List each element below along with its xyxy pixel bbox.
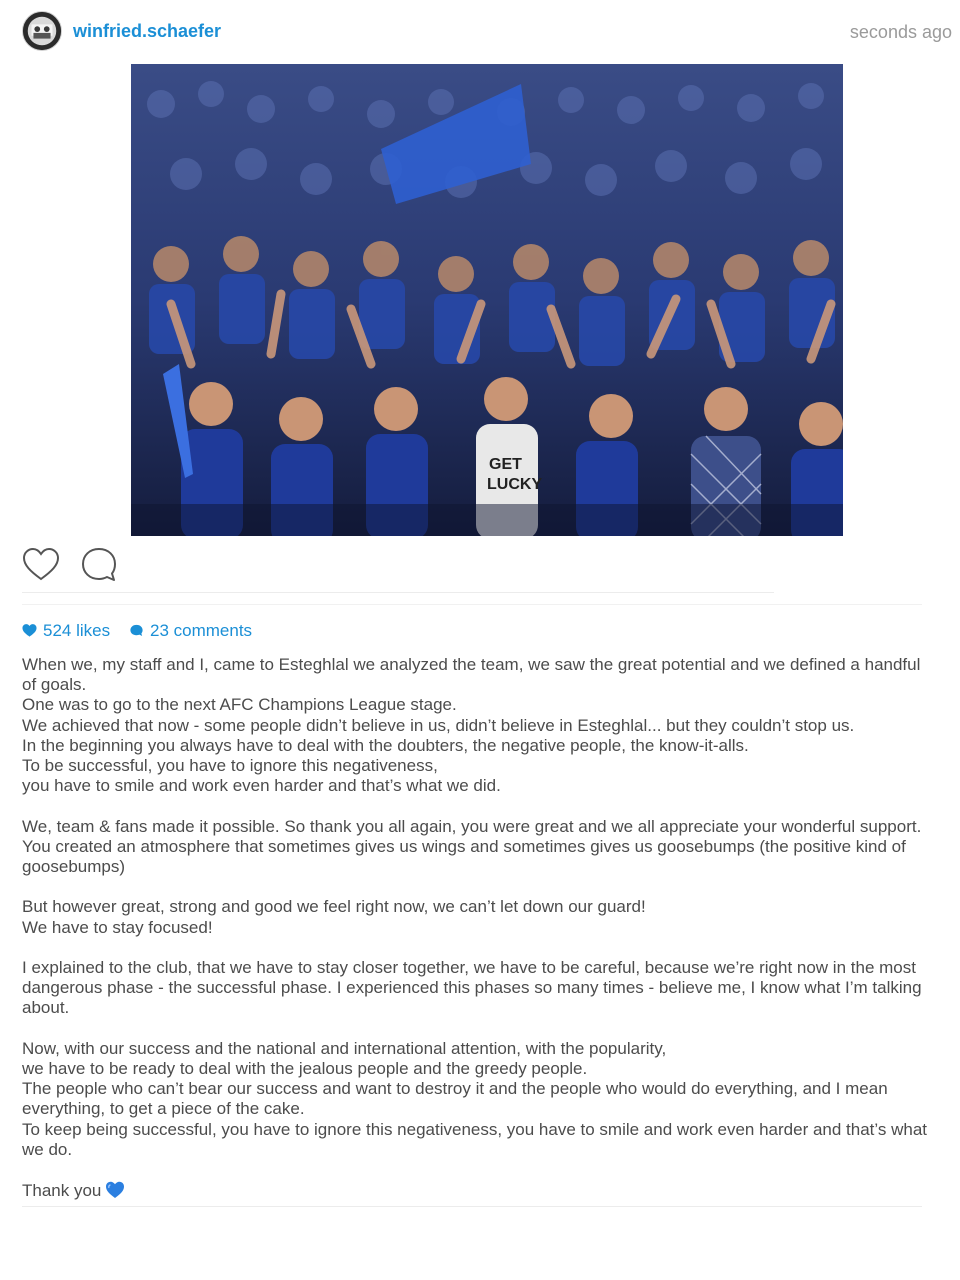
likes-count[interactable] bbox=[22, 620, 110, 642]
crowd-photo bbox=[131, 64, 843, 536]
post-header bbox=[0, 0, 960, 64]
caption-paragraph bbox=[22, 897, 928, 937]
caption-line: To keep being successful, you have to ignore this negativeness, you have to smile and work even harder and that’s what we do. bbox=[22, 1119, 928, 1159]
caption-line: We achieved that now - some people didn’t believe in us, didn’t believe in Esteghlal... but they couldn’t stop us. bbox=[22, 715, 855, 735]
comment-button[interactable] bbox=[80, 546, 118, 584]
divider bbox=[22, 1206, 922, 1207]
caption-line: you have to smile and work even harder and that’s what we did. bbox=[22, 776, 501, 796]
heart-outline-icon bbox=[22, 546, 60, 584]
caption-paragraph bbox=[22, 958, 928, 1019]
post-photo[interactable] bbox=[131, 64, 843, 536]
avatar[interactable] bbox=[22, 11, 62, 51]
avatar-icon bbox=[23, 12, 61, 50]
like-button[interactable] bbox=[22, 546, 60, 584]
username-link[interactable]: winfried.schaefer bbox=[73, 21, 222, 41]
caption-line: But however great, strong and good we feel right now, we can’t let down our guard! bbox=[22, 897, 646, 917]
post-timestamp: seconds ago bbox=[849, 22, 952, 42]
caption-line: we have to be ready to deal with the jealous people and the greedy people. bbox=[22, 1059, 588, 1078]
caption-paragraph bbox=[22, 1180, 928, 1201]
svg-text:LUCKY: LUCKY bbox=[487, 476, 543, 493]
divider bbox=[22, 604, 922, 605]
comments-label: 23 comments bbox=[150, 621, 253, 640]
caption-line: Now, with our success and the national and international attention, with the popularity, bbox=[22, 1038, 667, 1058]
caption-paragraph bbox=[22, 1039, 928, 1160]
caption-line: One was to go to the next AFC Champions League stage. bbox=[22, 695, 457, 715]
caption-line: We, team & fans made it possible. So thank you all again, you were great and we all appreciate your wonderful support. You created an atmosphere that sometimes gives us wings and sometimes gives us goosebumps (the positive kind of goosebumps) bbox=[22, 816, 922, 877]
post-caption bbox=[22, 655, 928, 1201]
svg-text:GET: GET bbox=[489, 456, 522, 473]
caption-line: To be successful, you have to ignore this negativeness, bbox=[22, 756, 438, 776]
heart-filled-icon bbox=[22, 623, 37, 638]
blue-heart-emoji-icon bbox=[105, 1180, 125, 1200]
comment-filled-icon bbox=[129, 623, 144, 638]
comments-count[interactable] bbox=[129, 620, 252, 642]
caption-line: Thank you bbox=[22, 1181, 102, 1201]
caption-line: I explained to the club, that we have to stay closer together, we have to be careful, because we’re right now in the most dangerous phase - the successful phase. I experienced this phases so many times - believe me, I know what I’m talking about. bbox=[22, 958, 922, 1018]
caption-paragraph bbox=[22, 655, 928, 796]
caption-line: When we, my staff and I, came to Esteghlal we analyzed the team, we saw the great potential and we defined a handful of goals. bbox=[22, 655, 921, 695]
likes-label: 524 likes bbox=[43, 621, 111, 640]
caption-line: In the beginning you always have to deal with the doubters, the negative people, the know-it-alls. bbox=[22, 735, 749, 755]
caption-paragraph bbox=[22, 817, 928, 878]
caption-line: We have to stay focused! bbox=[22, 917, 213, 937]
divider bbox=[22, 592, 774, 593]
comment-bubble-icon bbox=[80, 546, 118, 584]
caption-line: The people who can’t bear our success and want to destroy it and the people who would do everything, and I mean everything, to get a piece of the cake. bbox=[22, 1079, 888, 1119]
